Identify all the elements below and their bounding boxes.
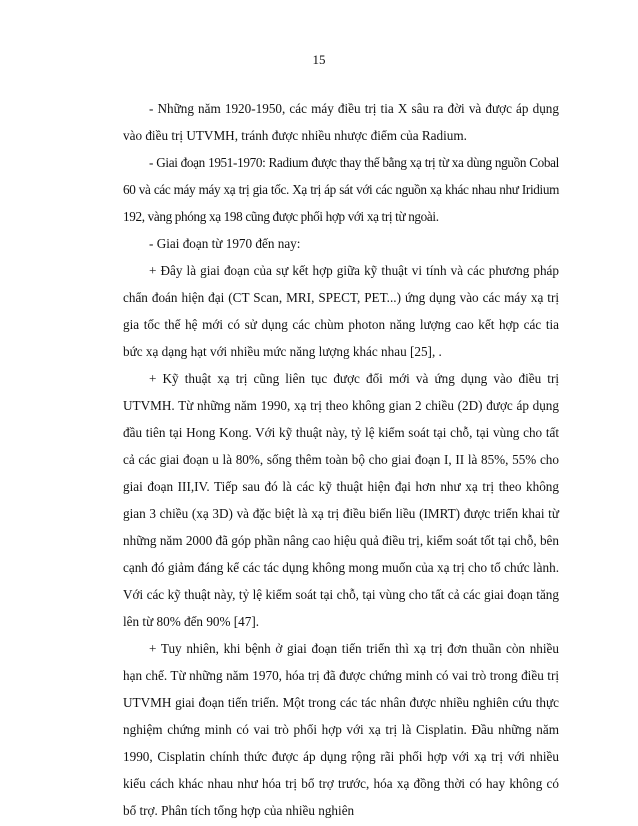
body-text xyxy=(123,95,559,824)
paragraph-radiation-techniques: + Kỹ thuật xạ trị cũng liên tục được đổi mới và ứng dụng vào điều trị UTVMH. Từ những năm 1990, xạ trị theo không gian 2 chiều (2D) được áp dụng đầu tiên tại Hong Kong. Với kỹ thuật này, tỷ lệ kiểm soát tại chỗ, tại vùng cho tất cả các giai đoạn u là 80%, sống thêm toàn bộ cho giai đoạn I, II là 85%, 55% cho giai đoạn III,IV. Tiếp sau đó là các kỹ thuật hiện đại hơn như xạ trị theo không gian 3 chiều (xạ 3D) và đặc biệt là xạ trị điều biến liều (IMRT) được triển khai từ những năm 2000 đã góp phần nâng cao hiệu quả điều trị, kiểm soát tốt tại chỗ, bên cạnh đó giảm đáng kể các tác dụng không mong muốn của xạ trị cho tổ chức lành. Với các kỹ thuật này, tỷ lệ kiểm soát tại chỗ, tại vùng cho tất cả các giai đoạn tăng lên từ 80% đến 90% [47]. xyxy=(123,371,560,629)
paragraph-chemotherapy: + Tuy nhiên, khi bệnh ở giai đoạn tiến triển thì xạ trị đơn thuần còn nhiều hạn chế. Từ những năm 1970, hóa trị đã được chứng minh có vai trò trong điều trị UTVMH giai đoạn tiến triển. Một trong các tác nhân được nhiều nghiên cứu thực nghiệm chứng minh có vai trò phối hợp với xạ trị là Cisplatin. Đầu những năm 1990, Cisplatin chính thức được áp dụng rộng rãi phối hợp với xạ trị với nhiều kiểu cách khác nhau như hóa trị bổ trợ trước, hóa xạ đồng thời có hay không có bổ trợ. Phân tích tổng hợp của nhiều nghiên xyxy=(123,641,559,818)
page-number: 15 xyxy=(312,52,326,67)
paragraph-1920-1950: - Những năm 1920-1950, các máy điều trị tia X sâu ra đời và được áp dụng vào điều trị UTVMH, tránh được nhiều nhược điểm của Radium. xyxy=(123,101,559,143)
paragraph-modern-techniques: + Đây là giai đoạn của sự kết hợp giữa kỹ thuật vi tính và các phương pháp chẩn đoán hiện đại (CT Scan, MRI, SPECT, PET...) ứng dụng vào các máy xạ trị gia tốc thế hệ mới có sử dụng các chùm photon năng lượng cao kết hợp các tia bức xạ dạng hạt với nhiều mức năng lượng khác nhau [25], . xyxy=(123,263,559,359)
paragraph-1951-1970: - Giai đoạn 1951-1970: Radium được thay thế bằng xạ trị từ xa dùng nguồn Cobal 60 và các máy máy xạ trị gia tốc. Xạ trị áp sát với các nguồn xạ khác nhau như Iridium 192, vàng phóng xạ 198 cũng được phối hợp với xạ trị từ ngoài. xyxy=(123,155,559,224)
paragraph-1970-present: - Giai đoạn từ 1970 đến nay: xyxy=(149,236,301,251)
